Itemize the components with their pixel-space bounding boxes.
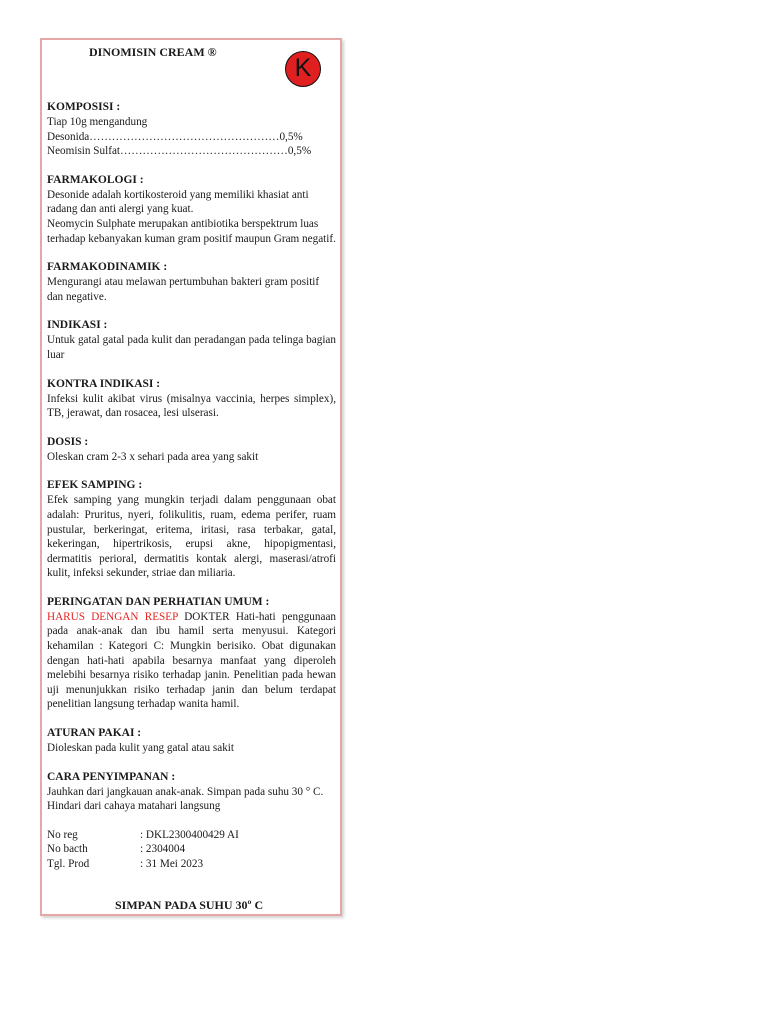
registration-value: : DKL2300400429 AI (140, 828, 239, 841)
section-farmakologi (47, 173, 336, 246)
section-farmakodinamik (47, 260, 336, 304)
aturan-pakai-text: Dioleskan pada kulit yang gatal atau sakit (47, 742, 235, 755)
komposisi-heading: KOMPOSISI : (47, 101, 121, 113)
aturan-pakai-heading: ATURAN PAKAI : (47, 727, 142, 740)
batch-value: : 2304004 (140, 843, 186, 856)
registration-row (47, 828, 336, 843)
farmakologi-heading: FARMAKOLOGI : (47, 173, 144, 186)
indikasi-text: Untuk gatal gatal pada kulit dan peradangan pada telinga bagian luar (47, 334, 336, 361)
farmakologi-text-desonide: Desonide adalah kortikosteroid yang memiliki khasiat anti radang dan anti alergi yang kuat. (47, 188, 309, 216)
dosis-text: Oleskan cram 2-3 x sehari pada area yang sakit (47, 450, 259, 463)
komposisi-item-desonida: Desonida……………………………………………0,5% (47, 130, 303, 143)
batch-label: No bacth (47, 843, 88, 856)
efek-samping-text: Efek samping yang mungkin terjadi dalam penggunaan obat adalah: Pruritus, nyeri, folikulitis, ruam, edema perifer, ruam pustular, berkeringat, eritema, iritasi, rasa terbakar, gatal, kekeringan, hipertrikosis, erupsi akne, hipopigmentasi, dermatitis perioral, dermatitis kontak alergi, maserasi/atrofi kulit, infeksi sekunder, striae dan miliaria. (47, 494, 336, 580)
section-aturan-pakai (47, 726, 336, 756)
komposisi-item-neomisin: Neomisin Sulfat………………………………………0,5% (47, 145, 312, 158)
cara-penyimpanan-heading: CARA PENYIMPANAN : (47, 770, 176, 783)
kontra-indikasi-text: Infeksi kulit akibat virus (misalnya vaccinia, herpes simplex), TB, jerawat, dan rosacea, lesi ulserasi. (47, 392, 336, 420)
section-kontra-indikasi (47, 377, 336, 421)
dosis-heading: DOSIS : (47, 435, 89, 448)
product-title: DINOMISIN CREAM ® (89, 45, 217, 59)
registration-info (47, 828, 336, 872)
peringatan-heading: PERINGATAN DAN PERHATIAN UMUM : (47, 595, 270, 608)
k-logo-icon: K (285, 51, 321, 87)
section-efek-samping (47, 478, 336, 581)
farmakodinamik-text: Mengurangi atau melawan pertumbuhan bakteri gram positif dan negative. (47, 276, 320, 303)
registration-label: No reg (47, 828, 78, 841)
section-dosis (47, 435, 336, 465)
label-sections (47, 100, 336, 886)
cara-penyimpanan-text: Jauhkan dari jangkauan anak-anak. Simpan pada suhu 30 ° C. Hindari dari cahaya matahari langsung (47, 785, 324, 813)
production-date-value: : 31 Mei 2023 (140, 858, 204, 870)
label-content (47, 40, 336, 914)
section-komposisi (47, 100, 336, 159)
efek-samping-heading: EFEK SAMPING : (47, 479, 143, 492)
kontra-indikasi-heading: KONTRA INDIKASI : (47, 377, 161, 390)
indikasi-heading: INDIKASI : (47, 319, 108, 332)
farmakologi-text-neomycin: Neomycin Sulphate merupakan antibiotika berspektrum luas terhadap kebanyakan kuman gram positif maupun Gram negatif. (47, 217, 336, 245)
peringatan-text: DOKTER Hati-hati penggunaan pada anak-anak dan ibu hamil serta menyusui. Kategori kehamilan : Kategori C: Mungkin berisiko. Obat digunakan dengan hati-hati apabila besarnya manfaat yang diperoleh melebihi besarnya risiko terhadap janin. Penelitian pada hewan uji menunjukkan risiko terhadap janin dan belum terdapat penelitian langsung terhadap wanita hamil. (47, 610, 337, 711)
farmakodinamik-heading: FARMAKODINAMIK : (47, 261, 168, 274)
production-date-label: Tgl. Prod (47, 858, 90, 870)
section-peringatan (47, 595, 336, 712)
product-label (40, 38, 342, 916)
storage-footer: SIMPAN PADA SUHU 30º C (115, 898, 264, 912)
peringatan-body (47, 610, 336, 712)
section-indikasi (47, 318, 336, 362)
batch-row (47, 842, 336, 857)
section-cara-penyimpanan (47, 770, 336, 814)
komposisi-intro: Tiap 10g mengandung (47, 116, 148, 128)
prescription-warning: HARUS DENGAN RESEP (47, 610, 178, 623)
production-date-row (47, 857, 336, 872)
